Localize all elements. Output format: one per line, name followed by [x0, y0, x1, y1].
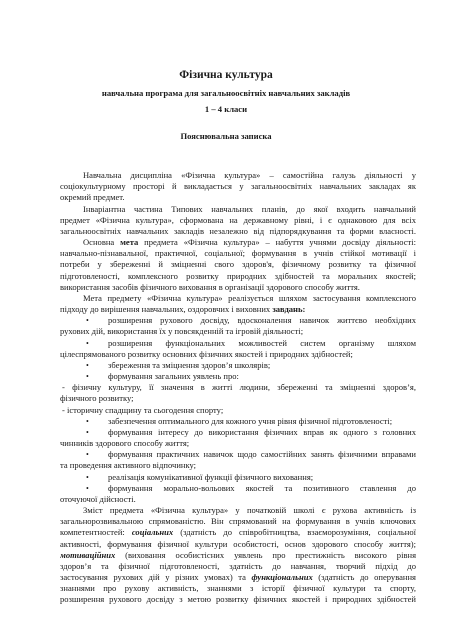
bullet-icon: •	[86, 372, 89, 381]
line-text: формування інтересу до використання фізичних вправ як одного з головних	[108, 427, 416, 437]
bold-italic-term: соціальних	[131, 527, 174, 537]
bullet-icon: •	[86, 417, 89, 426]
text-line	[108, 371, 416, 382]
text-line	[60, 460, 416, 471]
line-text: використання засобів фізичного виховання в організації здорового способу життя.	[60, 282, 360, 292]
text-line	[83, 170, 416, 181]
line-text: навчально-пізнавальної, практичної, соціальної; формування в учнів стійкої мотивації і	[60, 248, 416, 258]
line-text: підготовленості, комплексного розвитку природних здібностей та моральних якостей;	[60, 271, 416, 281]
section-heading: Пояснювальна записка	[180, 131, 272, 141]
line-text: активності, формування фізичної культури особистості, основ здорового способу життя);	[60, 539, 416, 549]
line-prefix: компетентностей:	[60, 527, 132, 537]
line-text: (виховання особистісних уявлень про престижність високого рівня	[115, 550, 416, 560]
line-text: чинників здорового способу життя;	[60, 438, 190, 448]
line-text: (здатність до оперування	[312, 572, 416, 582]
text-line	[83, 237, 416, 248]
document-subtitle: навчальна програма для загальноосвітніх навчальних закладів	[101, 88, 351, 98]
line-text: загальнорозвивальною спрямованістю. Він спрямований на формування в учнів ключових	[60, 516, 416, 526]
text-line	[108, 315, 416, 326]
text-line	[60, 572, 416, 583]
line-text: формування морально-вольових якостей та позитивного ставлення до	[108, 483, 416, 493]
text-line	[60, 215, 416, 226]
text-line	[62, 405, 416, 416]
text-line	[108, 360, 416, 371]
document-title: Фізична культура	[179, 69, 273, 81]
text-line	[60, 494, 416, 505]
line-text: загальноосвітніх навчальних закладів незалежно від підпорядкування та форми власності.	[60, 226, 416, 236]
text-line	[60, 192, 416, 203]
text-line	[108, 338, 416, 349]
text-line	[60, 527, 416, 538]
text-line	[83, 505, 416, 516]
text-line	[83, 204, 416, 215]
text-line	[60, 594, 416, 605]
line-text: формування практичних навичок щодо самостійних занять фізичними вправами	[108, 449, 416, 459]
line-prefix: застосування рухових дій у різних умовах) та	[60, 572, 252, 582]
line-text: реалізація комунікативної функції фізичного виховання;	[108, 472, 314, 482]
line-text: предмета «Фізична культура» – набуття учнями досвіду діяльності:	[138, 237, 416, 247]
line-text: Зміст предмета «Фізична культура» у початковій школі є рухова активність із	[83, 505, 416, 515]
bullet-icon: •	[86, 484, 89, 493]
line-text: - фізичну культуру, її значення в житті людини, збереженні та зміцненні здоров’я,	[62, 382, 416, 392]
line-text: формування загальних уявлень про:	[108, 371, 239, 381]
line-text: Мета предмету «Фізична культура» реалізується шляхом застосування комплексного	[83, 293, 416, 303]
line-text: фізичного розвитку;	[60, 393, 134, 403]
text-line	[60, 181, 416, 192]
line-text: розширення рухового досвіду, вдосконалення навичок життєво необхідних	[108, 315, 416, 325]
text-line	[83, 293, 416, 304]
text-line	[108, 416, 416, 427]
grades-label: 1 – 4 класи	[204, 104, 248, 114]
line-text: соціокультурному просторі й викладається у загальноосвітніх навчальних закладах як	[60, 181, 416, 191]
bullet-icon: •	[86, 316, 89, 325]
bold-italic-term: мотиваційних	[60, 550, 116, 560]
bold-italic-term: функціональних	[251, 572, 313, 582]
line-text: рухових дій, використання їх у повсякденній та ігровій діяльності;	[60, 326, 304, 336]
text-line	[60, 282, 416, 293]
line-text: (здатність до співробітництва, взаєморозуміння, соціальної	[173, 527, 416, 537]
text-line	[60, 349, 416, 360]
line-text: цілеспрямованого розвитку основних фізичних якостей і природних здібностей;	[60, 349, 353, 359]
line-text: підходу до вирішення навчальних, оздоровчих і виховних	[60, 304, 273, 314]
line-text: окремий предмет.	[60, 192, 125, 202]
text-line	[60, 561, 416, 572]
text-line	[60, 393, 416, 404]
text-line	[60, 516, 416, 527]
text-line	[108, 472, 416, 483]
text-line	[60, 248, 416, 259]
text-line	[60, 550, 416, 561]
bold-term: мета	[120, 237, 139, 247]
line-text: та проведення активного відпочинку;	[60, 460, 197, 470]
line-text: предмет «Фізична культура», сформована на державному рівні, і є однаковою для всіх	[60, 215, 416, 225]
text-line	[60, 271, 416, 282]
line-text: знаннями про рухову активність, знаннями з історії фізичної культури та спорту,	[60, 583, 416, 593]
text-line	[108, 483, 416, 494]
text-line	[60, 259, 416, 270]
text-line	[60, 539, 416, 550]
text-line	[60, 583, 416, 594]
bold-term: завдань:	[272, 304, 306, 314]
bullet-icon: •	[86, 428, 89, 437]
text-line	[108, 427, 416, 438]
line-text: Навчальна дисципліна «Фізична культура» – самостійна галузь діяльності у	[83, 170, 416, 180]
bullet-icon: •	[86, 450, 89, 459]
line-text: збереження та зміцнення здоров’я школярів;	[108, 360, 271, 370]
line-text: розширення рухового досвіду з метою розвитку фізичних якостей і природних здібностей	[60, 594, 416, 604]
bullet-icon: •	[86, 473, 89, 482]
line-prefix: Основна	[83, 237, 121, 247]
bullet-icon: •	[86, 361, 89, 370]
text-line	[60, 226, 416, 237]
text-line	[62, 382, 416, 393]
text-line	[60, 438, 416, 449]
line-text: розширення функціональних можливостей систем організму шляхом	[108, 338, 416, 348]
text-line	[60, 326, 416, 337]
line-text: потреби у збереженні й зміцненні свого здоров'я, фізичному розвитку та фізичної	[60, 259, 416, 269]
line-text: Інваріантна частина Типових навчальних планів, до якої входить навчальний	[83, 204, 416, 214]
text-line	[108, 449, 416, 460]
line-text: забезпечення оптимального для кожного учня рівня фізичної підготовленості;	[108, 416, 393, 426]
text-line	[60, 304, 416, 315]
line-text: - історичну спадщину та сьогодення спорту;	[62, 405, 224, 415]
bullet-icon: •	[86, 339, 89, 348]
line-text: оточуючої дійсності.	[60, 494, 136, 504]
line-text: здоров’я та фізичної підготовленості, здатність до навчання, творчий підхід до	[60, 561, 416, 571]
